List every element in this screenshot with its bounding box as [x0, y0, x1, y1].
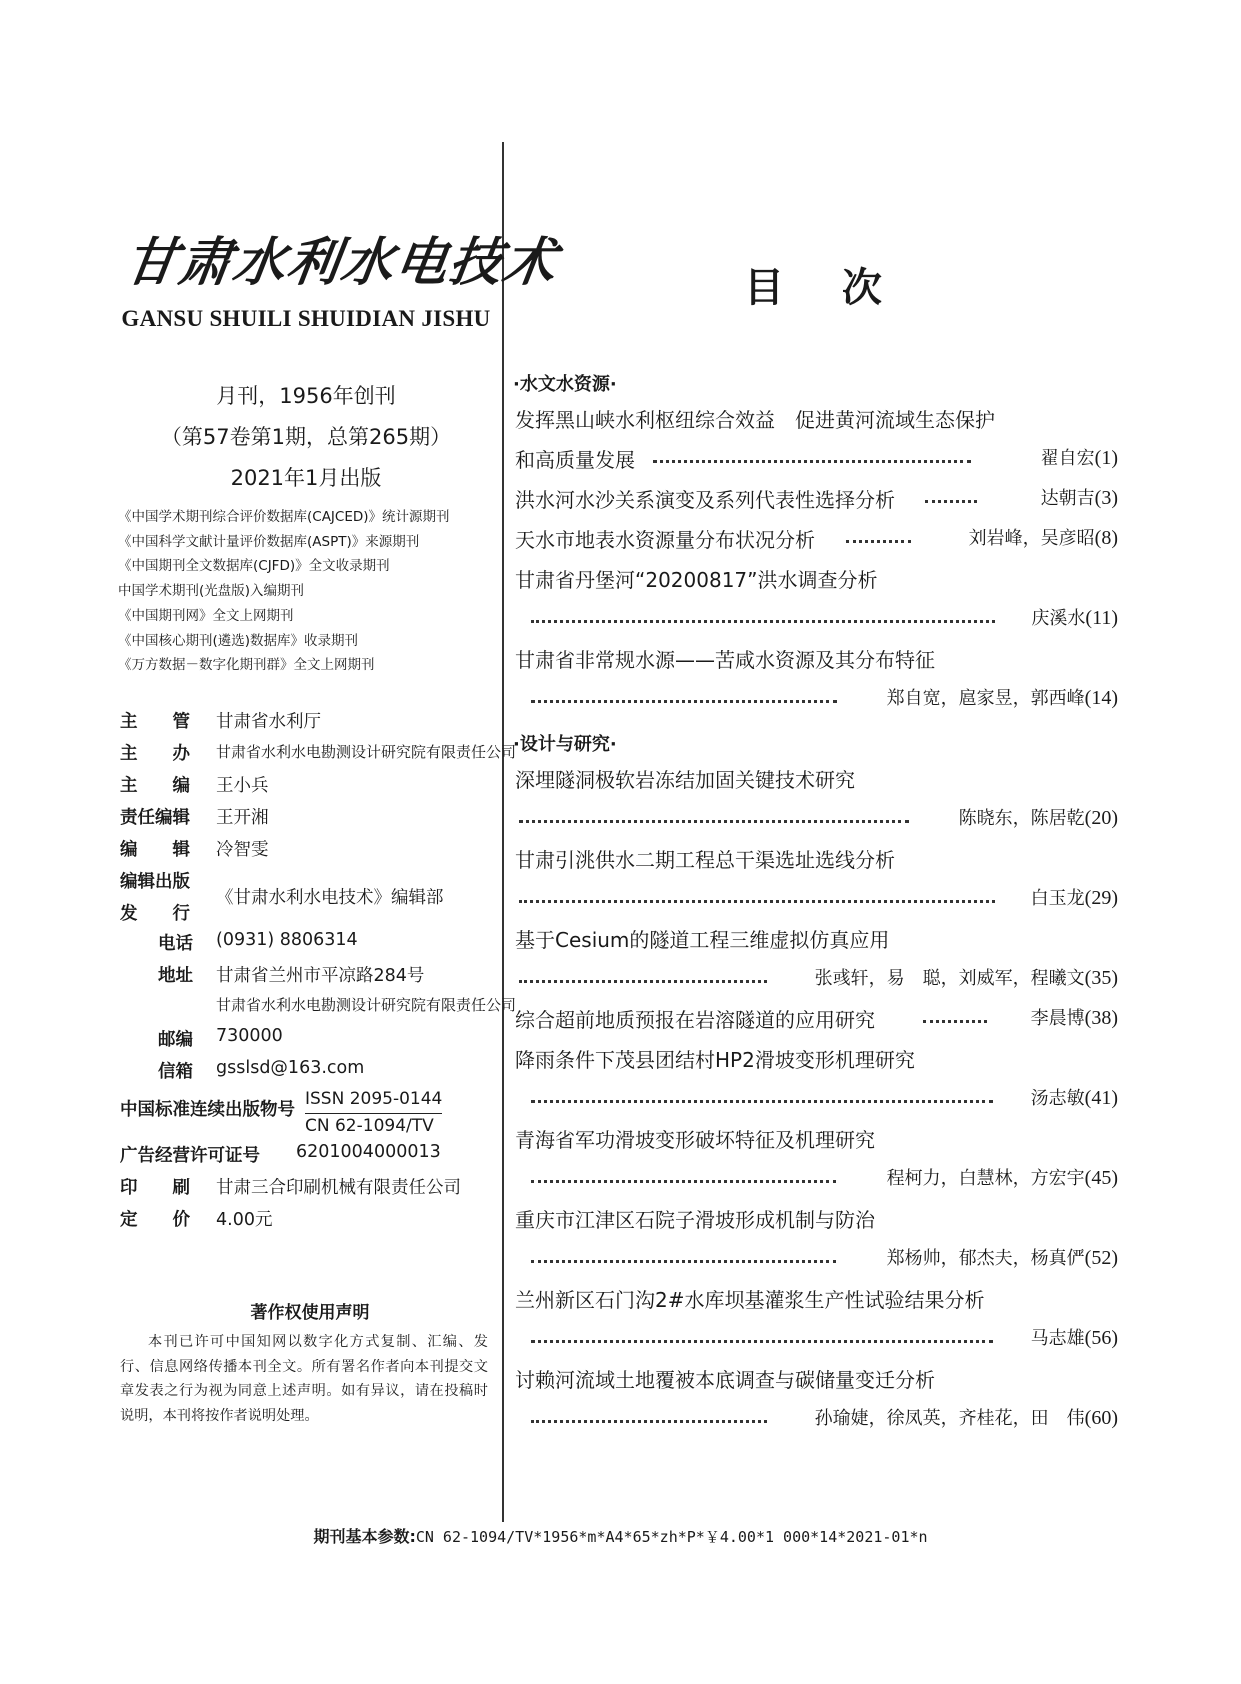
info-value: gsslsd@163.com [216, 1058, 365, 1078]
toc-dot-leader [925, 486, 977, 503]
toc-entry-line[interactable] [513, 804, 1118, 838]
journal-logo: 甘肃水利水电技术 [121, 232, 562, 293]
journal-parameters-footer [0, 1524, 1241, 1547]
toc-entry-title: 天水市地表水资源量分布状况分析 [515, 528, 815, 552]
toc-entry-author-page: 陈晓东，陈居乾(20) [958, 807, 1118, 829]
info-label: 主 管 [120, 712, 190, 732]
toc-entry-page: (20) [1084, 807, 1118, 829]
toc-entry-title: 降雨条件下茂县团结村HP2滑坡变形机理研究 [515, 1048, 915, 1072]
toc-section-header: ·水文水资源· [513, 374, 617, 395]
toc-entry-line[interactable] [513, 524, 1118, 558]
toc-entry-title: 和高质量发展 [515, 448, 635, 472]
toc-dot-leader [519, 806, 909, 823]
info-value: 甘肃省水利水电勘测设计研究院有限责任公司 [216, 996, 517, 1014]
toc-entry-page: (8) [1094, 527, 1118, 549]
footer-label: 期刊基本参数: [313, 1527, 416, 1546]
info-label: 责任编辑 [120, 808, 190, 828]
database-item: 《万方数据－数字化期刊群》全文上网期刊 [118, 657, 375, 674]
toc-entry-author-page: 孙瑜婕，徐凤英，齐桂花，田 伟(60) [814, 1407, 1118, 1429]
info-value: 4.00元 [216, 1210, 273, 1230]
toc-entry-title: 兰州新区石门沟2#水库坝基灌浆生产性试验结果分析 [515, 1288, 985, 1312]
toc-section-header: ·设计与研究· [513, 734, 617, 755]
toc-entry-title: 甘肃引洮供水二期工程总干渠选址选线分析 [515, 848, 895, 872]
toc-entry-page: (52) [1084, 1247, 1118, 1269]
toc-entry-line[interactable] [513, 1204, 1118, 1238]
toc-dot-leader [531, 1406, 767, 1423]
database-item: 《中国核心期刊(遴选)数据库》收录期刊 [118, 632, 359, 649]
toc-entry-line[interactable] [513, 1004, 1118, 1038]
toc-entry-line[interactable] [513, 764, 1118, 798]
info-label: 主 编 [120, 776, 190, 796]
toc-title: 目 次 [744, 264, 882, 311]
toc-entry-line[interactable] [513, 564, 1118, 598]
toc-dot-leader [923, 1006, 987, 1023]
database-item: 《中国期刊全文数据库(CJFD)》全文收录期刊 [118, 558, 390, 575]
toc-entry-page: (35) [1084, 967, 1118, 989]
journal-pinyin-title: GANSU SHUILI SHUIDIAN JISHU [121, 306, 491, 331]
toc-entry-line[interactable] [513, 404, 1118, 438]
info-label: 编 辑 [120, 840, 190, 860]
toc-dot-leader [531, 686, 837, 703]
footer-value: CN 62-1094/TV*1956*m*A4*65*zh*P*￥4.00*1 000*14*2021-01*n [415, 1528, 928, 1546]
info-label: 中国标准连续出版物号 [120, 1100, 295, 1120]
toc-entry-author-page: 白玉龙(29) [1030, 887, 1118, 909]
toc-entry-page: (3) [1094, 487, 1118, 509]
toc-entry-author-page: 程柯力，白慧林，方宏宇(45) [886, 1167, 1118, 1189]
database-item: 《中国期刊网》全文上网期刊 [118, 607, 294, 624]
toc-entry-line[interactable] [513, 644, 1118, 678]
toc-entry-author-page: 马志雄(56) [1030, 1327, 1118, 1349]
info-label: 电话 [158, 934, 193, 954]
info-value: 《甘肃水利水电技术》编辑部 [216, 888, 444, 908]
cn-number: CN 62-1094/TV [305, 1116, 434, 1136]
toc-entry-page: (1) [1094, 447, 1118, 469]
toc-entry-line[interactable] [513, 844, 1118, 878]
info-label: 定 价 [120, 1210, 190, 1230]
database-item: 中国学术期刊(光盘版)入编期刊 [118, 583, 305, 600]
info-label: 邮编 [158, 1030, 193, 1050]
toc-entry-line[interactable] [513, 924, 1118, 958]
info-value: 王开湘 [216, 808, 269, 828]
toc-entry-title: 基于Cesium的隧道工程三维虚拟仿真应用 [515, 928, 890, 952]
toc-entry-line[interactable] [513, 444, 1118, 478]
info-value: 甘肃省兰州市平凉路284号 [216, 966, 425, 986]
toc-dot-leader [531, 606, 995, 623]
issn-cn-box [305, 1087, 442, 1138]
toc-dot-leader [846, 526, 911, 543]
toc-entry-title: 洪水河水沙关系演变及系列代表性选择分析 [515, 488, 895, 512]
toc-entry-author-page: 汤志敏(41) [1030, 1087, 1118, 1109]
toc-entry-page: (38) [1084, 1007, 1118, 1029]
toc-entry-author-page: 张彧轩，易 聪，刘威军，程曦文(35) [814, 967, 1118, 989]
toc-entry-line[interactable] [513, 1284, 1118, 1318]
toc-entry-page: (41) [1084, 1087, 1118, 1109]
toc-entry-title: 甘肃省丹堡河“20200817”洪水调查分析 [515, 568, 878, 592]
toc-entry-line[interactable] [513, 1084, 1118, 1118]
toc-entry-line[interactable] [513, 964, 1118, 998]
info-label: 广告经营许可证号 [120, 1146, 260, 1166]
copyright-body: 本刊已许可中国知网以数字化方式复制、汇编、发行、信息网络传播本刊全文。所有署名作者向本刊提交文章发表之行为视为同意上述声明。如有异议，请在投稿时说明，本刊将按作者说明处理。 [120, 1334, 488, 1424]
toc-entry-author-page: 翟自宏(1) [1040, 447, 1118, 469]
info-value: 甘肃省水利厅 [216, 712, 321, 732]
toc-entry-page: (29) [1084, 887, 1118, 909]
toc-dot-leader [519, 886, 995, 903]
info-label: 编辑出版 [120, 872, 190, 892]
issue-date: 2021年1月出版 [230, 466, 382, 490]
toc-dot-leader [519, 966, 767, 983]
info-value: 冷智雯 [216, 840, 269, 860]
database-index-list [118, 505, 502, 678]
toc-entry-line[interactable] [513, 1324, 1118, 1358]
info-value: (0931) 8806314 [216, 930, 358, 950]
info-label: 印 刷 [120, 1178, 190, 1198]
toc-entry-author-page: 郑杨帅，郁杰夫，杨真俨(52) [886, 1247, 1118, 1269]
toc-dot-leader [653, 446, 971, 463]
toc-entry-author-page: 庆溪水(11) [1031, 607, 1118, 629]
toc-entry-line[interactable] [513, 1404, 1118, 1438]
toc-entry-title: 青海省军功滑坡变形破坏特征及机理研究 [515, 1128, 875, 1152]
toc-entry-line[interactable] [513, 684, 1118, 718]
info-value: 730000 [216, 1026, 283, 1046]
toc-entry-title: 深埋隧洞极软岩冻结加固关键技术研究 [515, 768, 855, 792]
info-value: 甘肃省水利水电勘测设计研究院有限责任公司 [216, 743, 517, 761]
toc-entry-line[interactable] [513, 1044, 1118, 1078]
info-label: 发 行 [120, 904, 190, 924]
info-label: 地址 [158, 966, 193, 986]
database-item: 《中国科学文献计量评价数据库(ASPT)》来源期刊 [118, 533, 420, 550]
info-value: 甘肃三合印刷机械有限责任公司 [216, 1178, 461, 1198]
issue-frequency: 月刊，1956年创刊 [216, 384, 396, 408]
toc-entry-line[interactable] [513, 1364, 1118, 1398]
toc-entry-page: (60) [1084, 1407, 1118, 1429]
toc-entry-line[interactable] [513, 1244, 1118, 1278]
toc-dot-leader [531, 1166, 836, 1183]
column-divider [502, 142, 504, 1522]
toc-entry-page: (14) [1084, 687, 1118, 709]
issue-volume: （第57卷第1期，总第265期） [160, 425, 452, 449]
info-label: 信箱 [158, 1062, 193, 1082]
toc-dot-leader [531, 1246, 836, 1263]
copyright-title: 著作权使用声明 [250, 1303, 370, 1323]
toc-entry-page: (56) [1084, 1327, 1118, 1349]
toc-entry-line[interactable] [513, 604, 1118, 638]
toc-dot-leader [531, 1086, 993, 1103]
info-value: 6201004000013 [296, 1142, 441, 1162]
toc-entry-page: (45) [1084, 1167, 1118, 1189]
toc-entry-line[interactable] [513, 1124, 1118, 1158]
toc-entry-author-page: 刘岩峰，吴彦昭(8) [968, 527, 1118, 549]
toc-entry-line[interactable] [513, 1164, 1118, 1198]
toc-entry-author-page: 郑自宽，扈家昱，郭西峰(14) [886, 687, 1118, 709]
toc-entry-title: 讨赖河流域土地覆被本底调查与碳储量变迁分析 [515, 1368, 935, 1392]
info-label: 主 办 [120, 744, 190, 764]
toc-dot-leader [531, 1326, 993, 1343]
toc-entry-title: 发挥黑山峡水利枢纽综合效益 促进黄河流域生态保护 [515, 408, 995, 432]
database-item: 《中国学术期刊综合评价数据库(CAJCED)》统计源期刊 [118, 509, 450, 525]
issn-number: ISSN 2095-0144 [305, 1087, 442, 1114]
toc-entry-title: 综合超前地质预报在岩溶隧道的应用研究 [515, 1008, 875, 1032]
toc-entry-page: (11) [1085, 607, 1118, 629]
info-value: 王小兵 [216, 776, 269, 796]
toc-entry-line[interactable] [513, 884, 1118, 918]
toc-entry-title: 甘肃省非常规水源——苦咸水资源及其分布特征 [515, 648, 935, 672]
toc-entry-author-page: 李晨博(38) [1030, 1007, 1118, 1029]
toc-entry-author-page: 达朝吉(3) [1040, 487, 1118, 509]
toc-entry-title: 重庆市江津区石院子滑坡形成机制与防治 [515, 1208, 875, 1232]
toc-entry-line[interactable] [513, 484, 1118, 518]
